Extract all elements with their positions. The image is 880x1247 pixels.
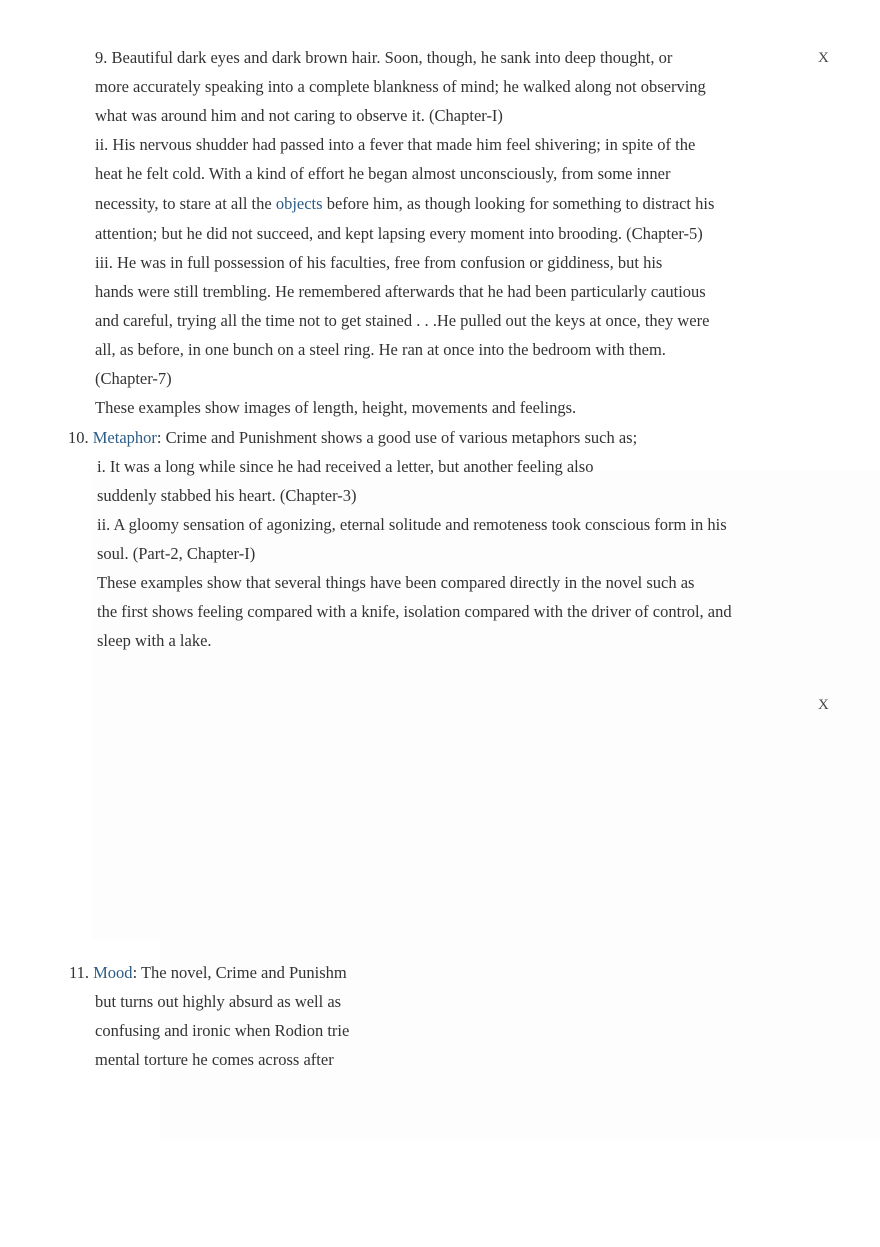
section9-line-5: heat he felt cold. With a kind of effort he began almost unconsciously, from some inner bbox=[95, 164, 671, 183]
section11-line-3: mental torture he comes across after bbox=[95, 1050, 334, 1069]
section9-line-3: what was around him and not caring to observe it. (Chapter-I) bbox=[95, 106, 503, 125]
section11-line-2: confusing and ironic when Rodion trie bbox=[95, 1021, 350, 1040]
section9-line-8: iii. He was in full possession of his faculties, free from confusion or giddiness, but his bbox=[95, 253, 663, 272]
metaphor-link[interactable]: Metaphor bbox=[92, 428, 157, 447]
section10-line-6: the first shows feeling compared with a knife, isolation compared with the driver of control, and bbox=[97, 602, 732, 621]
section9-line-4: ii. His nervous shudder had passed into a fever that made him feel shivering; in spite of the bbox=[95, 135, 696, 154]
section11-line-1: but turns out highly absurd as well as bbox=[95, 992, 342, 1011]
section9-line-10: and careful, trying all the time not to get stained . . .He pulled out the keys at once, they were bbox=[95, 311, 710, 330]
ad-overlay-upper bbox=[92, 470, 880, 940]
section10-heading bbox=[68, 428, 637, 448]
section10-intro: : Crime and Punishment shows a good use of various metaphors such as; bbox=[156, 428, 638, 447]
section9-line-12: (Chapter-7) bbox=[95, 369, 172, 388]
ad-close-button-middle[interactable]: X bbox=[818, 697, 829, 713]
ad-close-button-top[interactable]: X bbox=[818, 50, 829, 66]
section11-heading bbox=[69, 963, 347, 983]
section10-line-1: i. It was a long while since he had received a letter, but another feeling also bbox=[97, 457, 594, 476]
section9-line-6-before: necessity, to stare at all the bbox=[95, 194, 276, 213]
mood-link[interactable]: Mood bbox=[93, 963, 133, 982]
section11-number: 11. bbox=[69, 963, 94, 982]
section10-line-3: ii. A gloomy sensation of agonizing, eternal solitude and remoteness took conscious form in his bbox=[97, 515, 727, 534]
section9-line-6 bbox=[95, 194, 714, 214]
section9-line-11: all, as before, in one bunch on a steel ring. He ran at once into the bedroom with them. bbox=[95, 340, 666, 359]
section10-number: 10. bbox=[68, 428, 93, 447]
section10-line-5: These examples show that several things have been compared directly in the novel such as bbox=[97, 573, 695, 592]
section9-line-2: more accurately speaking into a complete blankness of mind; he walked along not observing bbox=[95, 77, 706, 96]
section9-line-7: attention; but he did not succeed, and kept lapsing every moment into brooding. (Chapter-5) bbox=[95, 224, 703, 243]
section9-line-6-after: before him, as though looking for something to distract his bbox=[322, 194, 715, 213]
section9-line-9: hands were still trembling. He remembered afterwards that he had been particularly cautious bbox=[95, 282, 706, 301]
section10-line-2: suddenly stabbed his heart. (Chapter-3) bbox=[97, 486, 357, 505]
objects-link[interactable]: objects bbox=[275, 194, 323, 213]
section11-intro: : The novel, Crime and Punishm bbox=[132, 963, 347, 982]
section10-line-4: soul. (Part-2, Chapter-I) bbox=[97, 544, 256, 563]
section10-line-7: sleep with a lake. bbox=[97, 631, 212, 650]
section9-line-13: These examples show images of length, height, movements and feelings. bbox=[95, 398, 577, 417]
section9-line-1: 9. Beautiful dark eyes and dark brown hair. Soon, though, he sank into deep thought, or bbox=[95, 48, 673, 67]
